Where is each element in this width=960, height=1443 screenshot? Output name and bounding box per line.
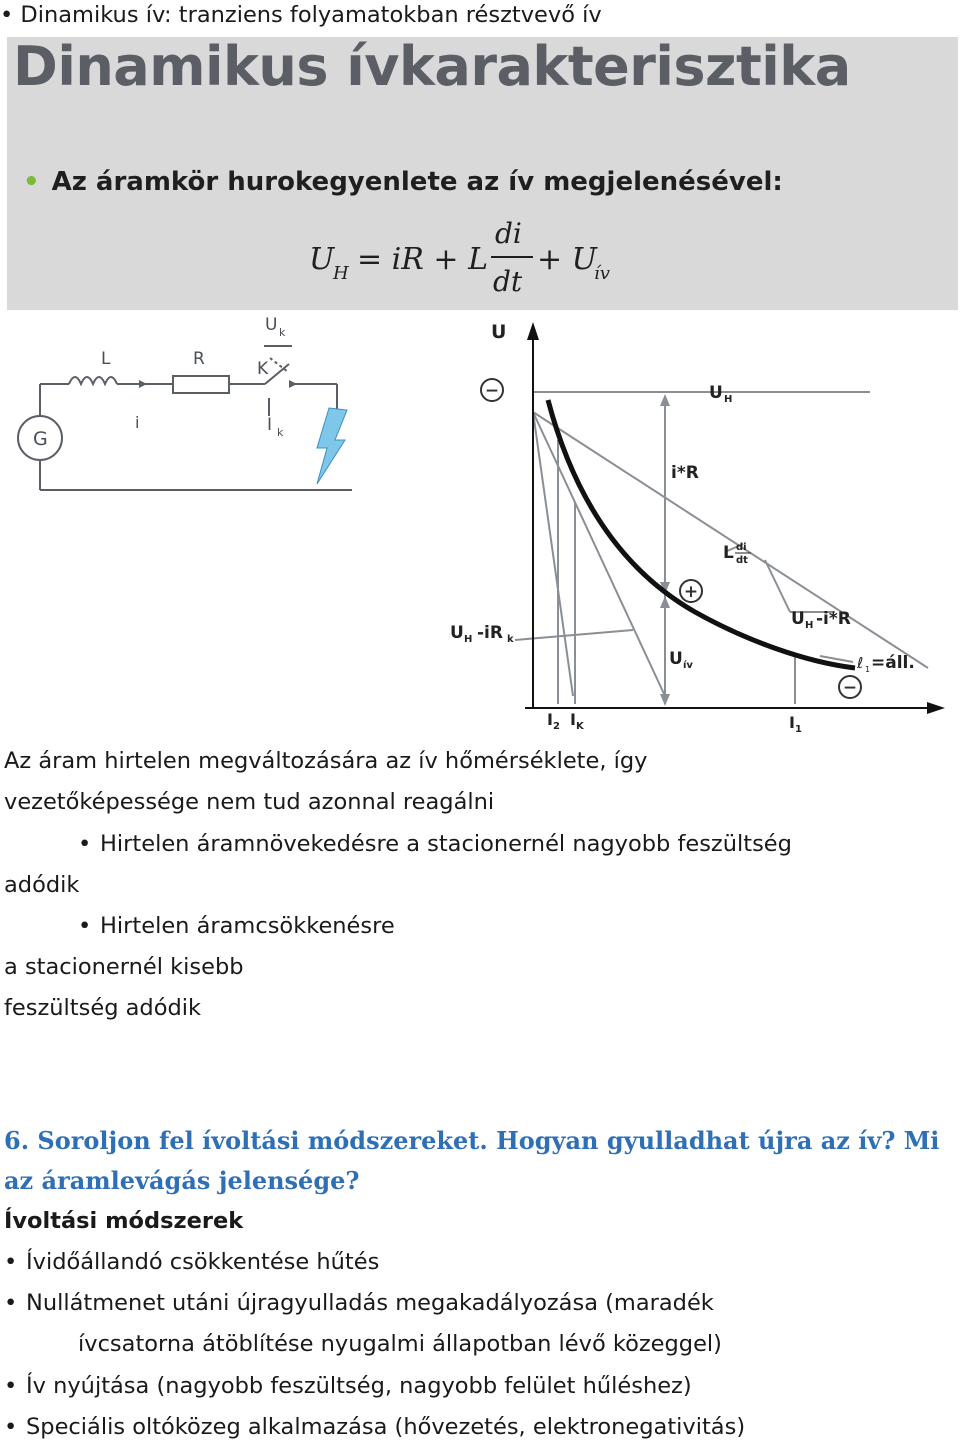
inductor-symbol <box>69 377 117 384</box>
circuit-label-K: K <box>257 359 269 379</box>
question-heading-cont: az áramlevágás jelensége? <box>4 1166 360 1195</box>
label-dt: dt <box>736 555 748 566</box>
label-uiv-sub: ív <box>683 660 693 671</box>
label-l: L <box>723 543 734 563</box>
label-ir: i*R <box>671 463 699 483</box>
label-uh-irk: U <box>450 623 464 643</box>
formula-lhs-sub: H <box>333 263 349 284</box>
minus-sign-bottom: − <box>842 678 858 698</box>
paragraph-line: vezetőképessége nem tud azonnal reagálni <box>4 789 495 815</box>
section-subheading: Ívoltási módszerek <box>4 1208 244 1234</box>
label-uh-irk-sub2: k <box>507 634 514 645</box>
question-heading: 6. Soroljon fel ívoltási módszereket. Hogyan gyulladhat újra az ív? Mi <box>4 1126 940 1155</box>
circuit-label-Uk: U <box>265 315 278 335</box>
label-uh-ir-rest: -i*R <box>816 609 851 629</box>
paragraph-line: a stacionernél kisebb <box>4 954 244 980</box>
label-uh-irk-sub: H <box>464 634 473 645</box>
circuit-label-i: i <box>135 413 140 432</box>
circuit-label-R: R <box>193 349 205 369</box>
label-i2-sub: 2 <box>553 721 560 732</box>
bullet-dot-icon: • <box>4 1249 18 1275</box>
list-item: • Nullátmenet utáni újragyulladás megakadályozása (maradék <box>4 1290 714 1316</box>
circuit-label-G: G <box>33 428 48 450</box>
label-ik: I <box>570 710 576 729</box>
paragraph-line: Az áram hirtelen megváltozására az ív hőmérséklete, így <box>4 748 648 774</box>
label-const: =áll. <box>871 653 915 673</box>
intro-bullet: • Dinamikus ív: tranziens folyamatokban résztvevő ív <box>0 2 602 28</box>
formula-numerator: di <box>495 217 522 250</box>
svg-text:1: 1 <box>865 665 871 674</box>
resistor-symbol <box>173 376 229 393</box>
label-uiv: U <box>669 649 683 669</box>
label-uh-irk-rest: -iR <box>477 623 503 643</box>
loop-equation <box>307 207 637 307</box>
plus-sign: + <box>683 582 699 602</box>
slide-title: Dinamikus ívkarakterisztika <box>13 35 851 98</box>
slide-image <box>7 37 958 310</box>
circuit-label-Uk-sub: k <box>279 326 286 339</box>
bullet-dot-icon: • <box>4 1290 18 1316</box>
list-item-cont: ívcsatorna átöblítése nyugalmi állapotban lévő közeggel) <box>78 1331 722 1357</box>
bullet-item: • Hirtelen áramnövekedésre a stacionernél nagyobb feszültség <box>78 831 792 857</box>
formula-rhs2-sub: ív <box>594 263 610 284</box>
arc-lightning-icon <box>317 408 347 484</box>
formula-rhs1: = iR + L <box>357 242 488 277</box>
bullet-dot-icon: • <box>23 167 40 197</box>
bullet-dot-icon: • <box>78 831 92 857</box>
label-uh: U <box>709 383 723 403</box>
slide-bullet <box>23 167 783 197</box>
bullet-dot-icon: • <box>78 913 92 939</box>
bullet-item: • Hirtelen áramcsökkenésre <box>78 913 395 939</box>
arc-characteristic-chart <box>425 312 948 738</box>
label-ik-sub: K <box>576 721 584 732</box>
paragraph-line: adódik <box>4 872 80 898</box>
label-uh-sub: H <box>724 394 733 405</box>
formula-lhs: U <box>309 242 335 277</box>
label-i1: I <box>789 713 795 732</box>
paragraph-line: feszültség adódik <box>4 995 202 1021</box>
switch-blade <box>265 364 289 384</box>
slide-bullet-text: Az áramkör hurokegyenlete az ív megjelenésével: <box>51 167 783 197</box>
formula-rhs2: + U <box>537 242 597 277</box>
label-uh-ir: U <box>791 609 805 629</box>
circuit-diagram <box>7 312 404 526</box>
label-ell-icon: ℓ <box>857 654 864 672</box>
bullet-dot-icon: • <box>4 1373 18 1399</box>
circuit-label-Ik: I <box>267 415 273 435</box>
label-di: di <box>736 542 747 553</box>
label-i1-sub: 1 <box>795 724 802 735</box>
bullet-dot-icon: • <box>4 1414 18 1440</box>
circuit-label-L: L <box>101 349 111 369</box>
axis-label-u: U <box>491 321 507 343</box>
label-i2: I <box>547 710 553 729</box>
list-item: • Ív nyújtása (nagyobb feszültség, nagyobb felület hűléshez) <box>4 1373 692 1399</box>
label-uh-ir-sub: H <box>805 620 814 631</box>
formula-denominator: dt <box>493 265 523 298</box>
list-item: • Speciális oltóközeg alkalmazása (hővezetés, elektronegativitás) <box>4 1414 746 1440</box>
minus-sign-top: − <box>484 381 500 401</box>
circuit-label-Ik-sub: k <box>277 426 284 439</box>
list-item: • Ívidőállandó csökkentése hűtés <box>4 1249 380 1275</box>
